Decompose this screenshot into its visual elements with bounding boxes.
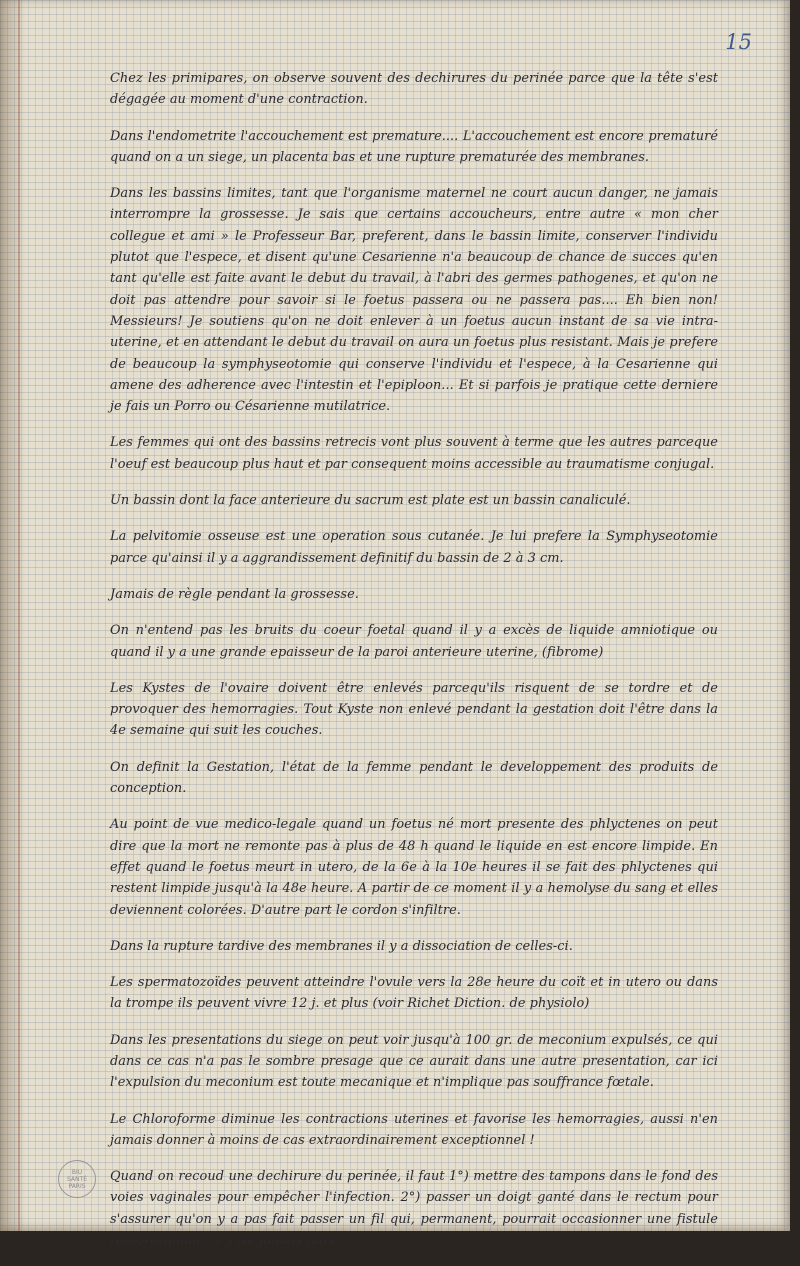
library-stamp xyxy=(58,1160,96,1198)
paragraph-pelvitomy: La pelvitomie osseuse est une operation sous cutanée. Je lui prefere la Symphyseotomie parce qu'ainsi il y a aggrandissement definitif du bassin de 2 à 3 cm. xyxy=(110,526,718,569)
paragraph-perineal-tears: Chez les primipares, on observe souvent des dechirures du perinée parce que la tête s'est dégagée au moment d'une contraction. xyxy=(110,68,718,111)
paragraph-menstruation: Jamais de règle pendant la grossesse. xyxy=(110,584,718,605)
paragraph-perineal-repair: Quand on recoud une dechirure du perinée, il faut 1°) mettre des tampons dans le fond des voies vaginales pour empêcher l'infection. 2°) passer un doigt ganté dans le rectum pour s'assurer qu'on y a pas fait passer un fil qui, permanent, pourrait occasionner une fistule recto-vaginale. 3°) Ne jamais faire xyxy=(110,1166,718,1251)
paragraph-chloroform: Le Chloroforme diminue les contractions uterines et favorise les hemorragies, aussi n'en jamais donner à moins de cas extraordinairement exceptionnel ! xyxy=(110,1109,718,1152)
paragraph-narrow-pelvis: Les femmes qui ont des bassins retrecis vont plus souvent à terme que les autres parceque l'oeuf est beaucoup plus haut et par consequent moins accessible au traumatisme conjugal. xyxy=(110,432,718,475)
page-number: 15 xyxy=(725,30,752,54)
paragraph-breech-meconium: Dans les presentations du siege on peut voir jusqu'à 100 gr. de meconium expulsés, ce qui dans ce cas n'a pas le sombre presage que ce aurait dans une autre presentation, car ici l'expulsion du meconium est toute mecanique et n'implique pas souffrance fœtale. xyxy=(110,1030,718,1094)
paragraph-gestation-definition: On definit la Gestation, l'état de la femme pendant le developpement des produits de conception. xyxy=(110,757,718,800)
book-edge-right xyxy=(790,0,800,1239)
paragraph-medico-legal: Au point de vue medico-legale quand un foetus né mort presente des phlyctenes on peut dire que la mort ne remonte pas à plus de 48 h quand le liquide en est encore limpide. En effet quand le foetus meurt in utero, de la 6e à la 10e heures il se fait des phlyctenes qui restent limpide jusqu'à la 48e heure. A partir de ce moment il y a hemolyse du sang et elles deviennent colorées. D'autre part le cordon s'infiltre. xyxy=(110,814,718,920)
paragraph-heart-sounds: On n'entend pas les bruits du coeur foetal quand il y a excès de liquide amniotique ou quand il y a une grande epaisseur de la paroi anterieure uterine, (fibrome) xyxy=(110,620,718,663)
handwritten-text-body xyxy=(110,68,718,1266)
book-edge-bottom xyxy=(0,1231,800,1239)
margin-line xyxy=(18,0,20,1231)
stamp-line-1: BIU xyxy=(72,1169,82,1176)
paragraph-canaliculate-pelvis: Un bassin dont la face anterieure du sacrum est plate est un bassin canaliculé. xyxy=(110,490,718,511)
paragraph-ovarian-cysts: Les Kystes de l'ovaire doivent être enlevés parcequ'ils risquent de se tordre et de provoquer des hemorragies. Tout Kyste non enlevé pendant la gestation doit l'être dans la 4e semaine qui suit les couches. xyxy=(110,678,718,742)
paragraph-endometritis: Dans l'endometrite l'accouchement est premature.... L'accouchement est encore prematuré quand on a un siege, un placenta bas et une rupture prematurée des membranes. xyxy=(110,126,718,169)
stamp-line-3: PARIS xyxy=(68,1183,85,1190)
stamp-line-2: SANTÉ xyxy=(67,1176,87,1183)
paragraph-membrane-rupture: Dans la rupture tardive des membranes il y a dissociation de celles-ci. xyxy=(110,936,718,957)
paragraph-borderline-pelvis: Dans les bassins limites, tant que l'organisme maternel ne court aucun danger, ne jamais interrompre la grossesse. Je sais que certains accoucheurs, entre autre « mon cher collegue et ami » le Professeur Bar, preferent, dans le bassin limite, conserver l'individu plutot que l'espece, et disent qu'une Cesarienne n'a beaucoup de chance de succes qu'en tant qu'elle est faite avant le debut du travail, à l'abri des germes pathogenes, et qu'on ne doit pas attendre pour savoir si le foetus passera ou ne passera pas.... Eh bien non! Messieurs! Je soutiens qu'on ne doit enlever à un foetus aucun instant de sa vie intra-uterine, et en attendant le debut du travail on aura un foetus plus resistant. Mais je prefere de beaucoup la symphyseotomie qui conserve l'individu et l'espece, à la Cesarienne qui amene des adherence avec l'intestin et l'epiploon... Et si parfois je pratique cette derniere je fais un Porro ou Césarienne mutilatrice. xyxy=(110,183,718,417)
paragraph-spermatozoa: Les spermatozoïdes peuvent atteindre l'ovule vers la 28e heure du coït et in utero ou dans la trompe ils peuvent vivre 12 j. et plus (voir Richet Diction. de physiolo) xyxy=(110,972,718,1015)
